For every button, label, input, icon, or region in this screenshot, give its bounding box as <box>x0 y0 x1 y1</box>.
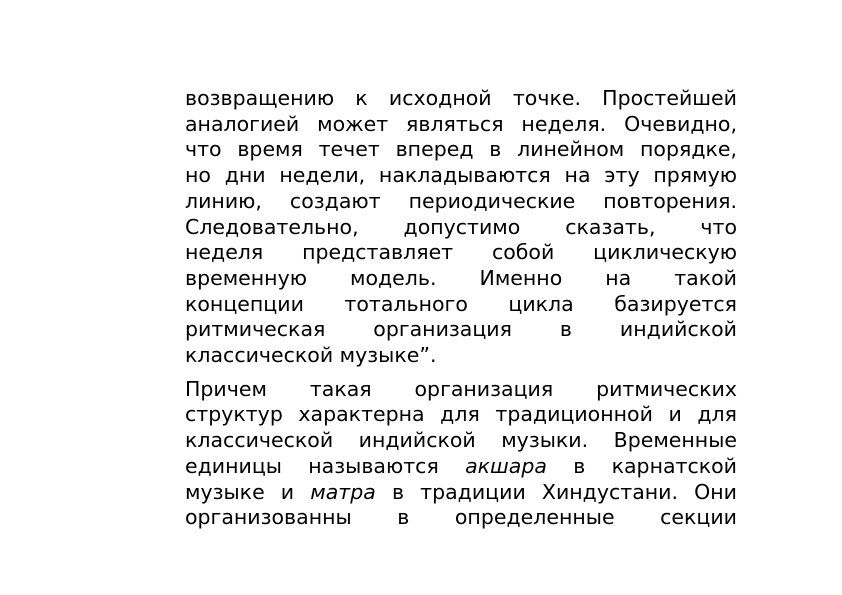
paragraph-2 <box>185 377 737 531</box>
text-line: ритмическая организация в индийской <box>185 317 737 342</box>
text-fragment: единицы называются <box>185 453 466 478</box>
text-line: классической индийской музыки. Временные <box>185 428 737 453</box>
text-line: концепции тотального цикла базируется <box>185 291 737 316</box>
text-line: неделя представляет собой циклическую <box>185 240 737 265</box>
text-line: классической музыке”. <box>185 343 437 368</box>
text-line: временную модель. Именно на такой <box>185 265 737 290</box>
term-akshara: акшара <box>465 453 547 478</box>
text-fragment: музыке и <box>185 479 311 504</box>
text-line-mixed <box>185 454 737 480</box>
text-line: возвращению к исходной точке. Простейшей <box>185 86 737 110</box>
text-line: Следовательно, допустимо сказать, что <box>185 214 737 239</box>
text-line: организованны в определенные секции <box>185 505 737 530</box>
term-matra: матра <box>310 479 376 504</box>
text-line: что время течет вперед в линейном порядке, <box>185 137 737 162</box>
paragraph-1 <box>185 86 737 369</box>
text-line: структур характерна для традиционной и для <box>185 402 737 427</box>
text-line: Причем такая организация ритмических <box>185 376 737 401</box>
text-fragment: в карнатской <box>546 453 737 478</box>
text-line: но дни недели, накладываются на эту прямую <box>185 163 737 188</box>
text-line-mixed <box>185 480 737 506</box>
text-line: линию, создают периодические повторения. <box>185 188 737 213</box>
text-fragment: в традиции Хиндустани. Они <box>375 479 737 504</box>
text-line: аналогией может являться неделя. Очевидно, <box>185 111 737 136</box>
text-block <box>185 86 737 531</box>
